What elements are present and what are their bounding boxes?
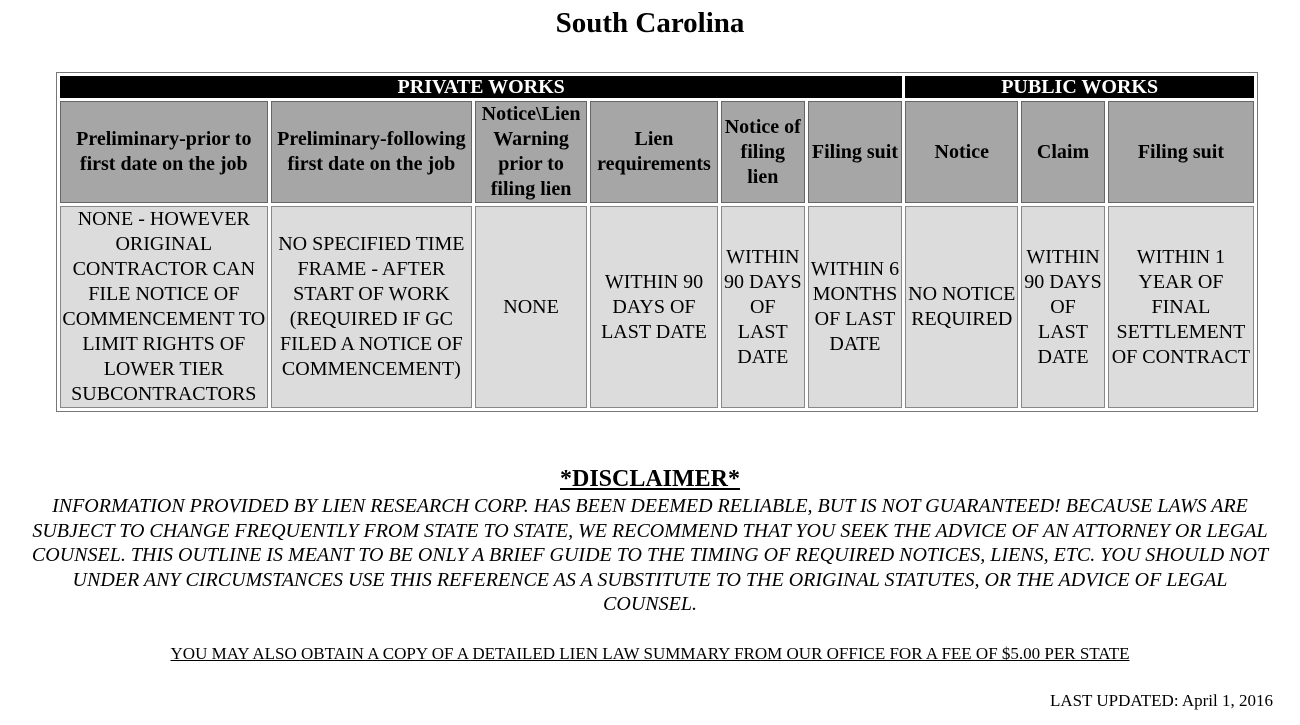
header-preliminary-following: Preliminary-following first date on the job bbox=[271, 101, 473, 203]
header-preliminary-prior: Preliminary-prior to first date on the job bbox=[60, 101, 268, 203]
column-header-row bbox=[60, 101, 1254, 203]
header-public-claim: Claim bbox=[1021, 101, 1105, 203]
header-public-filing-suit: Filing suit bbox=[1108, 101, 1254, 203]
value-notice-of-filing-lien: WITHIN 90 DAYS OF LAST DATE bbox=[721, 206, 805, 408]
value-preliminary-following: NO SPECIFIED TIME FRAME - AFTER START OF WORK (REQUIRED IF GC FILED A NOTICE OF COMMENCEMENT) bbox=[271, 206, 473, 408]
table-row bbox=[60, 206, 1254, 408]
last-updated: LAST UPDATED: April 1, 2016 bbox=[1049, 691, 1273, 710]
value-notice-lien-warning: NONE bbox=[475, 206, 587, 408]
header-notice-of-filing-lien: Notice of filing lien bbox=[721, 101, 805, 203]
page-title: South Carolina bbox=[555, 7, 745, 39]
header-public-notice: Notice bbox=[905, 101, 1018, 203]
header-private-filing-suit: Filing suit bbox=[808, 101, 903, 203]
value-private-filing-suit: WITHIN 6 MONTHS OF LAST DATE bbox=[808, 206, 903, 408]
value-public-notice: NO NOTICE REQUIRED bbox=[905, 206, 1018, 408]
header-lien-requirements: Lien requirements bbox=[590, 101, 718, 203]
disclaimer-title: *DISCLAIMER* bbox=[559, 466, 741, 492]
private-works-header: PRIVATE WORKS bbox=[60, 76, 902, 98]
value-public-filing-suit: WITHIN 1 YEAR OF FINAL SETTLEMENT OF CONTRACT bbox=[1108, 206, 1254, 408]
value-public-claim: WITHIN 90 DAYS OF LAST DATE bbox=[1021, 206, 1105, 408]
public-works-header: PUBLIC WORKS bbox=[905, 76, 1254, 98]
lien-requirements-table bbox=[56, 72, 1258, 412]
disclaimer-text: INFORMATION PROVIDED BY LIEN RESEARCH CORP. HAS BEEN DEEMED RELIABLE, BUT IS NOT GUARANTEED! BECAUSE LAWS ARE SUBJECT TO CHANGE FREQUENTLY FROM STATE TO STATE, WE RECOMMEND THAT YOU SEEK THE ADVICE OF AN ATTORNEY OR LEGAL COUNSEL. THIS OUTLINE IS MEANT TO BE ONLY A BRIEF GUIDE TO THE TIMING OF REQUIRED NOTICES, LIENS, ETC. YOU SHOULD NOT UNDER ANY CIRCUMSTANCES USE THIS REFERENCE AS A SUBSTITUTE TO THE ORIGINAL STATUTES, OR THE ADVICE OF LEGAL COUNSEL. bbox=[31, 495, 1269, 616]
value-preliminary-prior: NONE - HOWEVER ORIGINAL CONTRACTOR CAN FILE NOTICE OF COMMENCEMENT TO LIMIT RIGHTS OF LOWER TIER SUBCONTRACTORS bbox=[60, 206, 268, 408]
header-notice-lien-warning: Notice\Lien Warning prior to filing lien bbox=[475, 101, 587, 203]
lien-law-summary-link[interactable]: YOU MAY ALSO OBTAIN A COPY OF A DETAILED LIEN LAW SUMMARY FROM OUR OFFICE FOR A FEE OF $5.00 PER STATE bbox=[170, 644, 1130, 663]
value-lien-requirements: WITHIN 90 DAYS OF LAST DATE bbox=[590, 206, 718, 408]
